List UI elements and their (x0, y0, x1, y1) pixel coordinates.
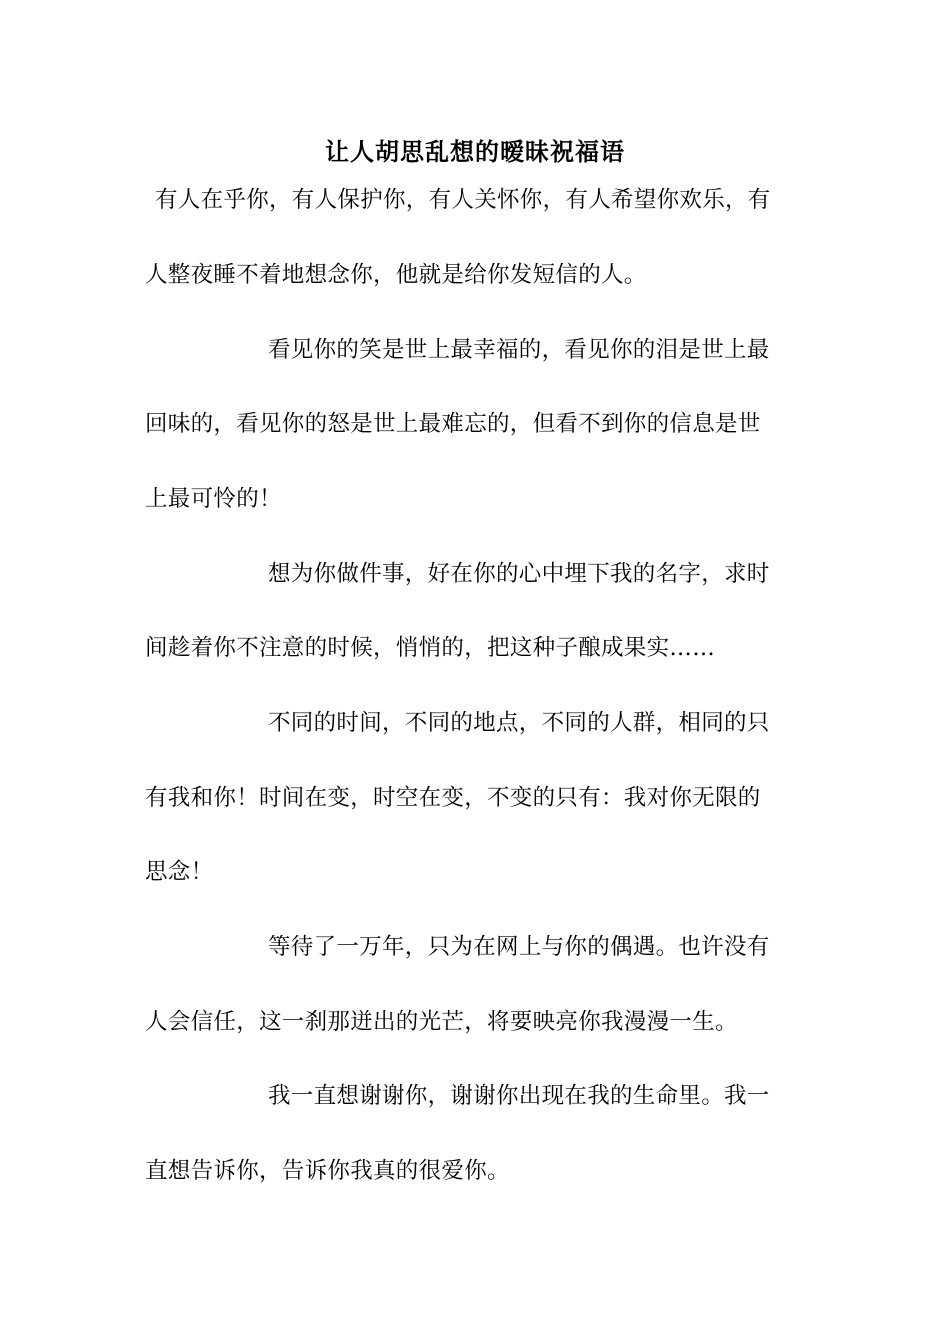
paragraph-line: 有我和你！时间在变，时空在变，不变的只有：我对你无限的 (145, 785, 761, 811)
paragraph-line: 直想告诉你，告诉你我真的很爱你。 (145, 1158, 510, 1184)
document-title: 让人胡思乱想的暧昧祝福语 (325, 137, 625, 166)
paragraph-line: 间趁着你不注意的时候，悄悄的，把这种子酿成果实…… (145, 635, 716, 661)
paragraph-line: 有人在乎你，有人保护你，有人关怀你，有人希望你欢乐，有 (155, 187, 771, 213)
paragraph-line: 回味的，看见你的怒是世上最难忘的，但看不到你的信息是世 (145, 411, 761, 437)
paragraph-line: 人整夜睡不着地想念你，他就是给你发短信的人。 (145, 262, 647, 288)
paragraph-line: 上最可怜的！ (145, 486, 282, 512)
paragraph-line: 思念！ (145, 859, 214, 885)
paragraph-line: 人会信任，这一刹那迸出的光芒，将要映亮你我漫漫一生。 (145, 1009, 738, 1035)
paragraph-line: 看见你的笑是世上最幸福的，看见你的泪是世上最 (268, 337, 770, 363)
paragraph-line: 不同的时间，不同的地点，不同的人群，相同的只 (268, 710, 770, 736)
paragraph-line: 想为你做件事，好在你的心中埋下我的名字，求时 (268, 561, 770, 587)
paragraph-line: 我一直想谢谢你，谢谢你出现在我的生命里。我一 (268, 1083, 770, 1109)
paragraph-line: 等待了一万年，只为在网上与你的偶遇。也许没有 (268, 934, 770, 960)
